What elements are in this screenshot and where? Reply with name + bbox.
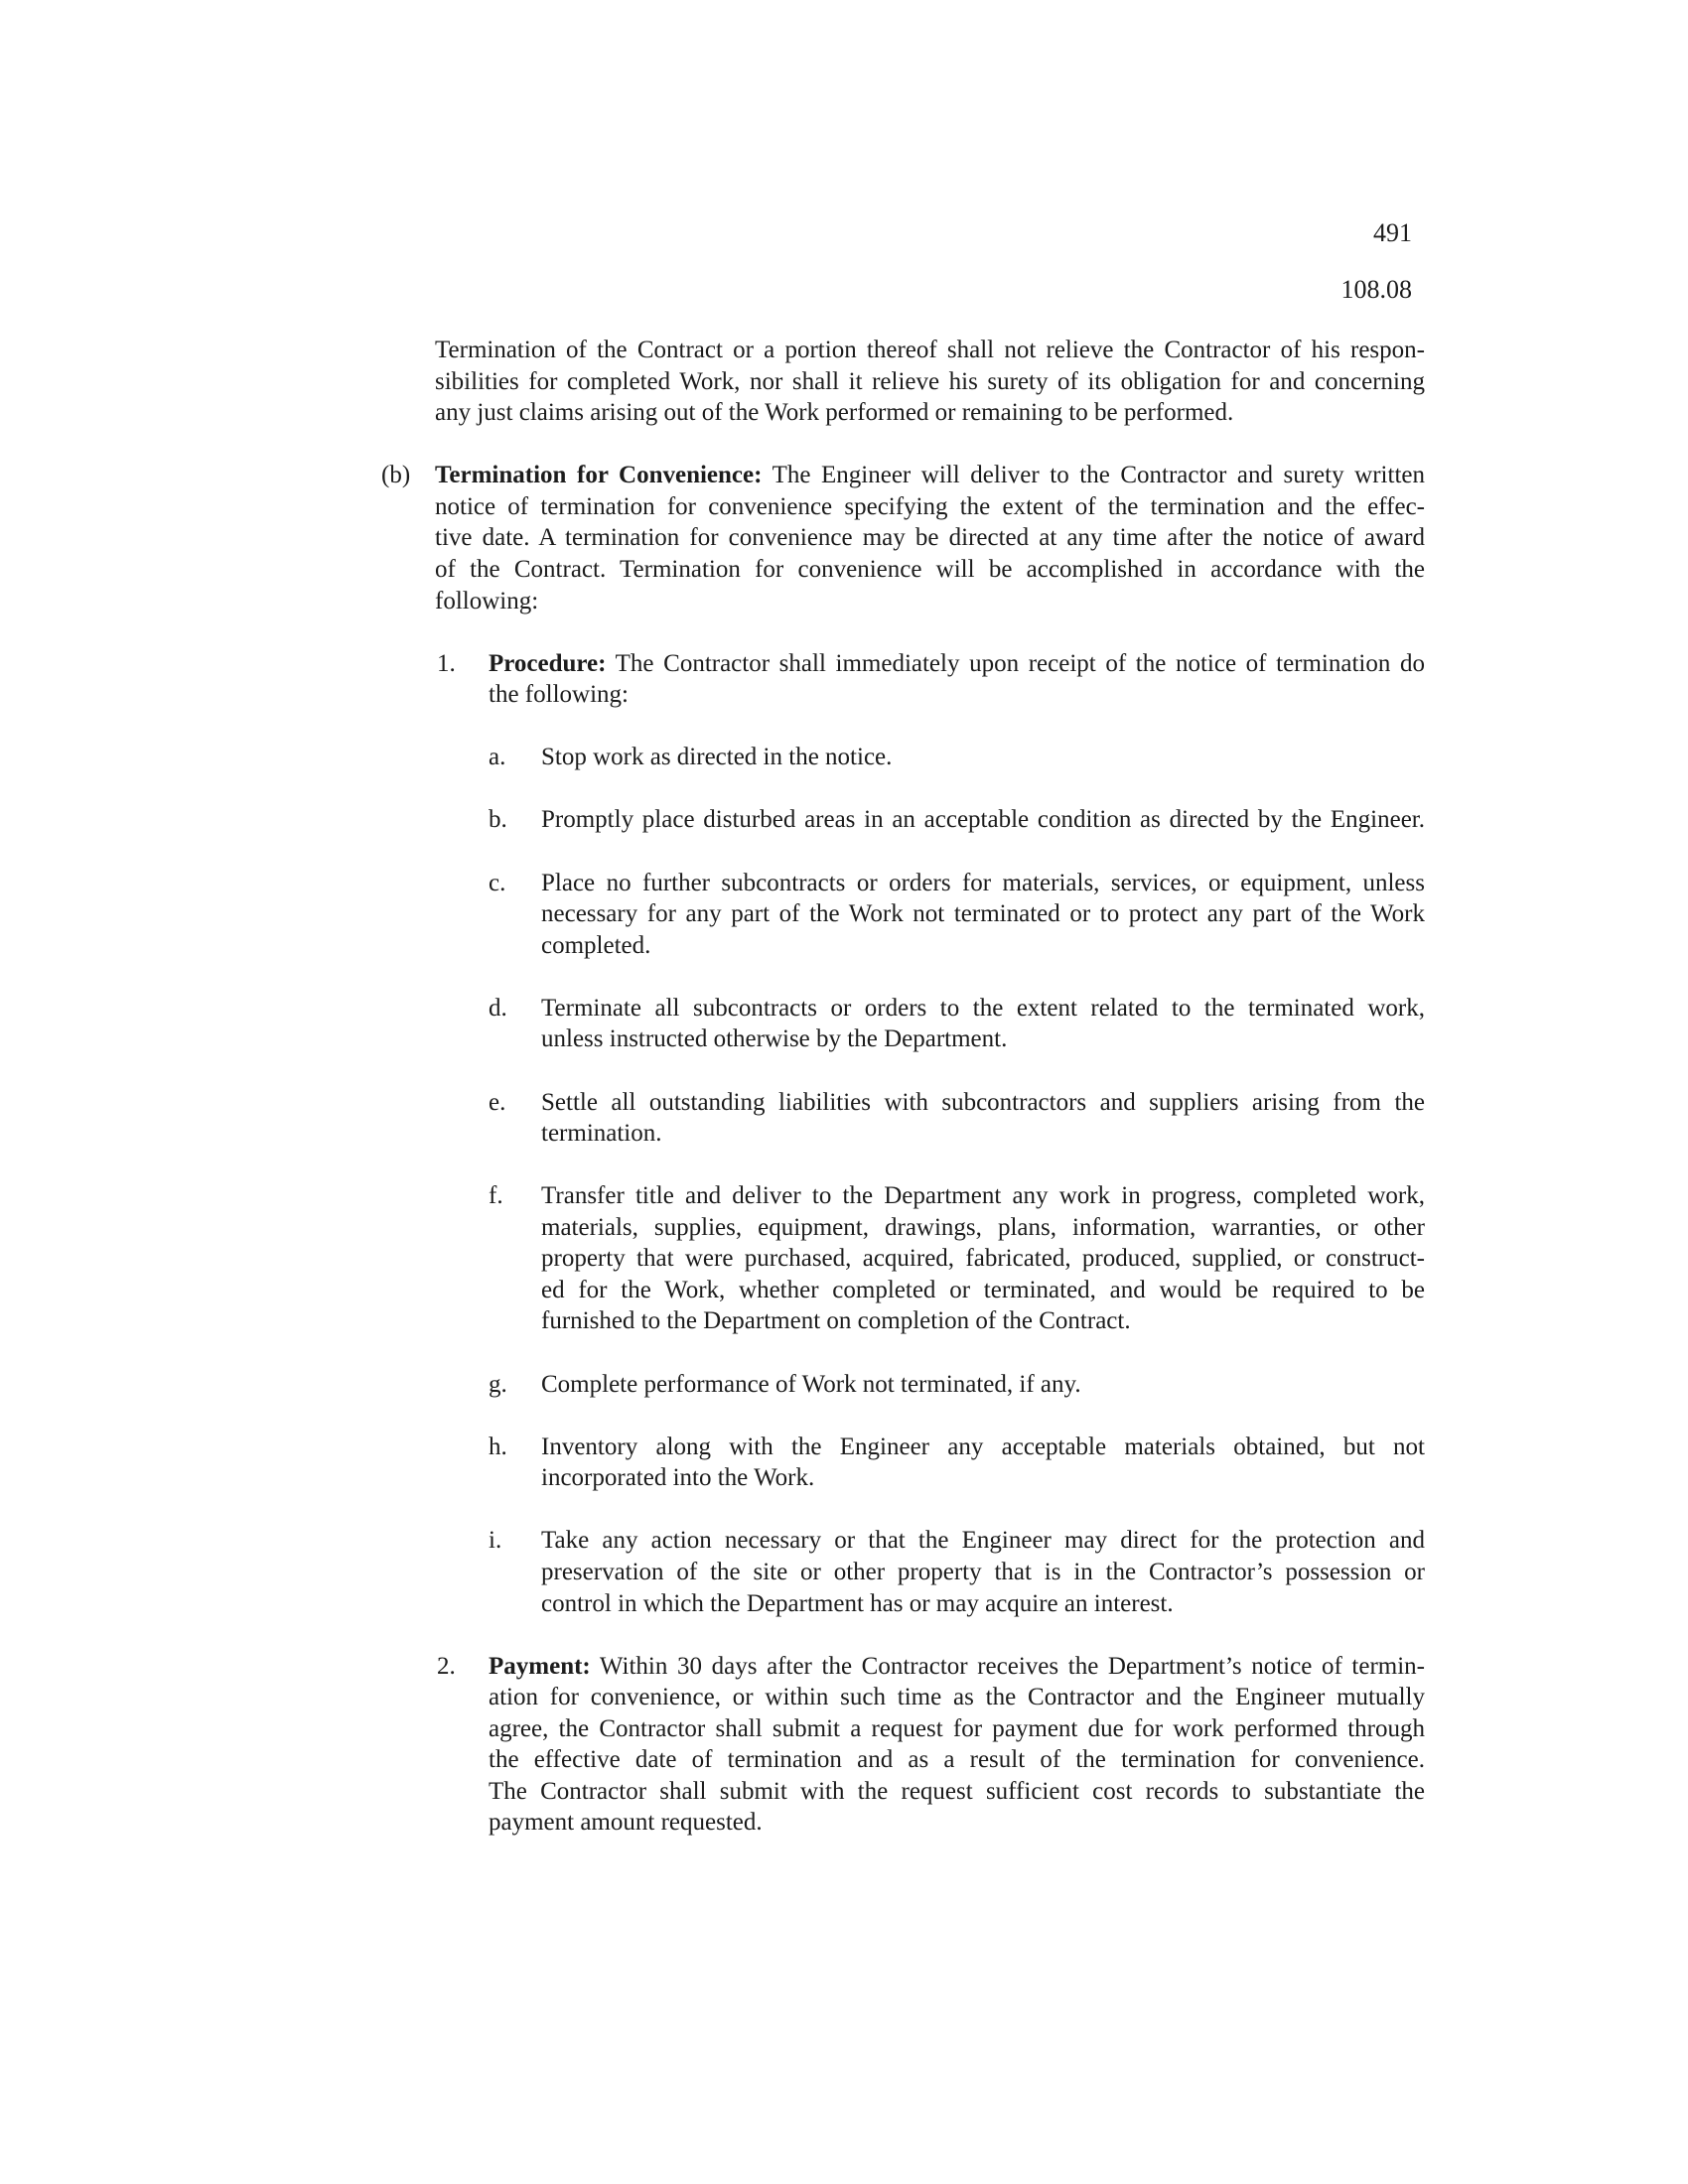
text-span: following: — [435, 587, 539, 614]
text-line — [541, 1180, 1425, 1212]
list-marker: h. — [489, 1433, 507, 1460]
text-span: Transfer title and deliver to the Department any work in progress, completed work, — [541, 1182, 1425, 1210]
text-span: the effective date of termination and as a result of the termination for convenience. — [489, 1746, 1425, 1774]
text-line — [489, 1807, 1425, 1839]
text-span: the following: — [489, 681, 629, 709]
text-line — [489, 648, 1425, 680]
text-span: completed. — [541, 931, 651, 959]
list-marker: a. — [489, 744, 506, 771]
text-span: preservation of the site or other property that is in the Contractor’s possession or — [541, 1558, 1425, 1585]
text-span: sibilities for completed Work, nor shall it relieve his surety of its obligation for and concerning — [435, 367, 1425, 395]
text-line — [489, 1744, 1425, 1776]
text-line — [489, 1682, 1425, 1713]
text-line — [489, 1776, 1425, 1808]
text-span: Terminate all subcontracts or orders to the extent related to the terminated work, — [541, 994, 1425, 1022]
section-number: 108.08 — [1340, 275, 1412, 304]
list-item-f — [0, 1180, 1688, 1337]
text-span: materials, supplies, equipment, drawings, plans, information, warranties, or other — [541, 1213, 1425, 1241]
page-number: 491 — [1373, 218, 1412, 247]
text-span: Inventory along with the Engineer any acceptable materials obtained, but not — [541, 1433, 1425, 1460]
text-line — [489, 679, 1425, 711]
text-line — [541, 868, 1425, 899]
bold-heading: Procedure: — [489, 649, 607, 677]
text-line — [541, 1275, 1425, 1306]
text-span: The Contractor shall immediately upon receipt of the notice of termination do — [606, 649, 1425, 677]
text-line — [541, 1243, 1425, 1275]
list-item-d — [0, 993, 1688, 1055]
list-item-b — [0, 460, 1688, 616]
text-span: furnished to the Department on completion of the Contract. — [541, 1307, 1131, 1335]
text-span: unless instructed otherwise by the Department. — [541, 1025, 1008, 1053]
bold-heading: Payment: — [489, 1652, 591, 1680]
text-line — [435, 586, 1425, 617]
list-marker: 2. — [437, 1652, 456, 1680]
text-span: The Engineer will deliver to the Contractor and surety written — [762, 462, 1425, 489]
list-marker: 1. — [437, 649, 456, 677]
list-item-a — [0, 742, 1688, 773]
text-span: Promptly place disturbed areas in an acceptable condition as directed by the Engineer. — [541, 806, 1425, 834]
text-line — [541, 1432, 1425, 1463]
text-span: ation for convenience, or within such time as the Contractor and the Engineer mutually — [489, 1684, 1425, 1711]
text-line — [541, 1557, 1425, 1588]
text-line — [541, 1305, 1425, 1337]
text-span: necessary for any part of the Work not terminated or to protect any part of the Work — [541, 900, 1425, 928]
list-marker: e. — [489, 1088, 506, 1116]
text-line — [541, 1369, 1425, 1401]
text-span: payment amount requested. — [489, 1809, 763, 1837]
text-line — [435, 554, 1425, 586]
bold-heading: Termination for Convenience: — [435, 462, 763, 489]
text-span: notice of termination for convenience specifying the extent of the termination and the effec- — [435, 492, 1425, 520]
text-line — [541, 1525, 1425, 1557]
text-span: Place no further subcontracts or orders for materials, services, or equipment, unless — [541, 869, 1425, 896]
text-line — [541, 804, 1425, 836]
text-line — [489, 1713, 1425, 1745]
text-span: termination. — [541, 1120, 662, 1148]
list-item-1 — [0, 648, 1688, 711]
list-marker: b. — [489, 806, 507, 834]
text-span: property that were purchased, acquired, fabricated, produced, supplied, or construct- — [541, 1245, 1425, 1273]
text-line — [541, 742, 1425, 773]
text-span: Stop work as directed in the notice. — [541, 744, 893, 771]
list-item-e — [0, 1087, 1688, 1150]
list-item-i — [0, 1525, 1688, 1619]
text-span: Take any action necessary or that the Engineer may direct for the protection and — [541, 1527, 1425, 1555]
text-span: The Contractor shall submit with the request sufficient cost records to substantiate the — [489, 1777, 1425, 1805]
text-line — [435, 397, 1425, 429]
text-line — [435, 522, 1425, 554]
list-marker: g. — [489, 1370, 507, 1398]
list-item-b — [0, 804, 1688, 836]
text-line — [541, 1588, 1425, 1620]
text-line — [435, 491, 1425, 523]
list-marker: c. — [489, 869, 506, 896]
text-line — [435, 366, 1425, 398]
paragraph — [0, 335, 1688, 429]
text-line — [435, 335, 1425, 366]
text-span: Termination of the Contract or a portion thereof shall not relieve the Contractor of his respon- — [435, 337, 1425, 363]
list-item-h — [0, 1432, 1688, 1494]
text-span: tive date. A termination for convenience may be directed at any time after the notice of award — [435, 524, 1425, 552]
list-marker: f. — [489, 1182, 503, 1210]
text-span: Within 30 days after the Contractor receives the Department’s notice of termin- — [590, 1652, 1425, 1680]
text-line — [541, 898, 1425, 930]
text-line — [541, 1024, 1425, 1055]
list-marker: (b) — [381, 462, 411, 489]
text-span: of the Contract. Termination for convenience will be accomplished in accordance with the — [435, 555, 1425, 583]
text-line — [541, 1087, 1425, 1119]
text-line — [541, 930, 1425, 962]
list-marker: i. — [489, 1527, 502, 1555]
list-marker: d. — [489, 994, 507, 1022]
text-line — [541, 1212, 1425, 1244]
list-item-g — [0, 1369, 1688, 1401]
text-span: ed for the Work, whether completed or terminated, and would be required to be — [541, 1276, 1425, 1303]
text-line — [541, 1118, 1425, 1150]
text-span: any just claims arising out of the Work performed or remaining to be performed. — [435, 399, 1234, 427]
text-span: agree, the Contractor shall submit a request for payment due for work performed through — [489, 1714, 1425, 1742]
text-span: control in which the Department has or may acquire an interest. — [541, 1589, 1174, 1617]
text-span: Complete performance of Work not terminated, if any. — [541, 1370, 1081, 1398]
text-line — [435, 460, 1425, 491]
document-body — [0, 335, 1688, 1870]
text-span: Settle all outstanding liabilities with subcontractors and suppliers arising from the — [541, 1088, 1425, 1116]
text-line — [541, 1462, 1425, 1494]
text-span: incorporated into the Work. — [541, 1464, 815, 1492]
text-line — [541, 993, 1425, 1024]
list-item-c — [0, 868, 1688, 962]
list-item-2 — [0, 1651, 1688, 1839]
text-line — [489, 1651, 1425, 1683]
